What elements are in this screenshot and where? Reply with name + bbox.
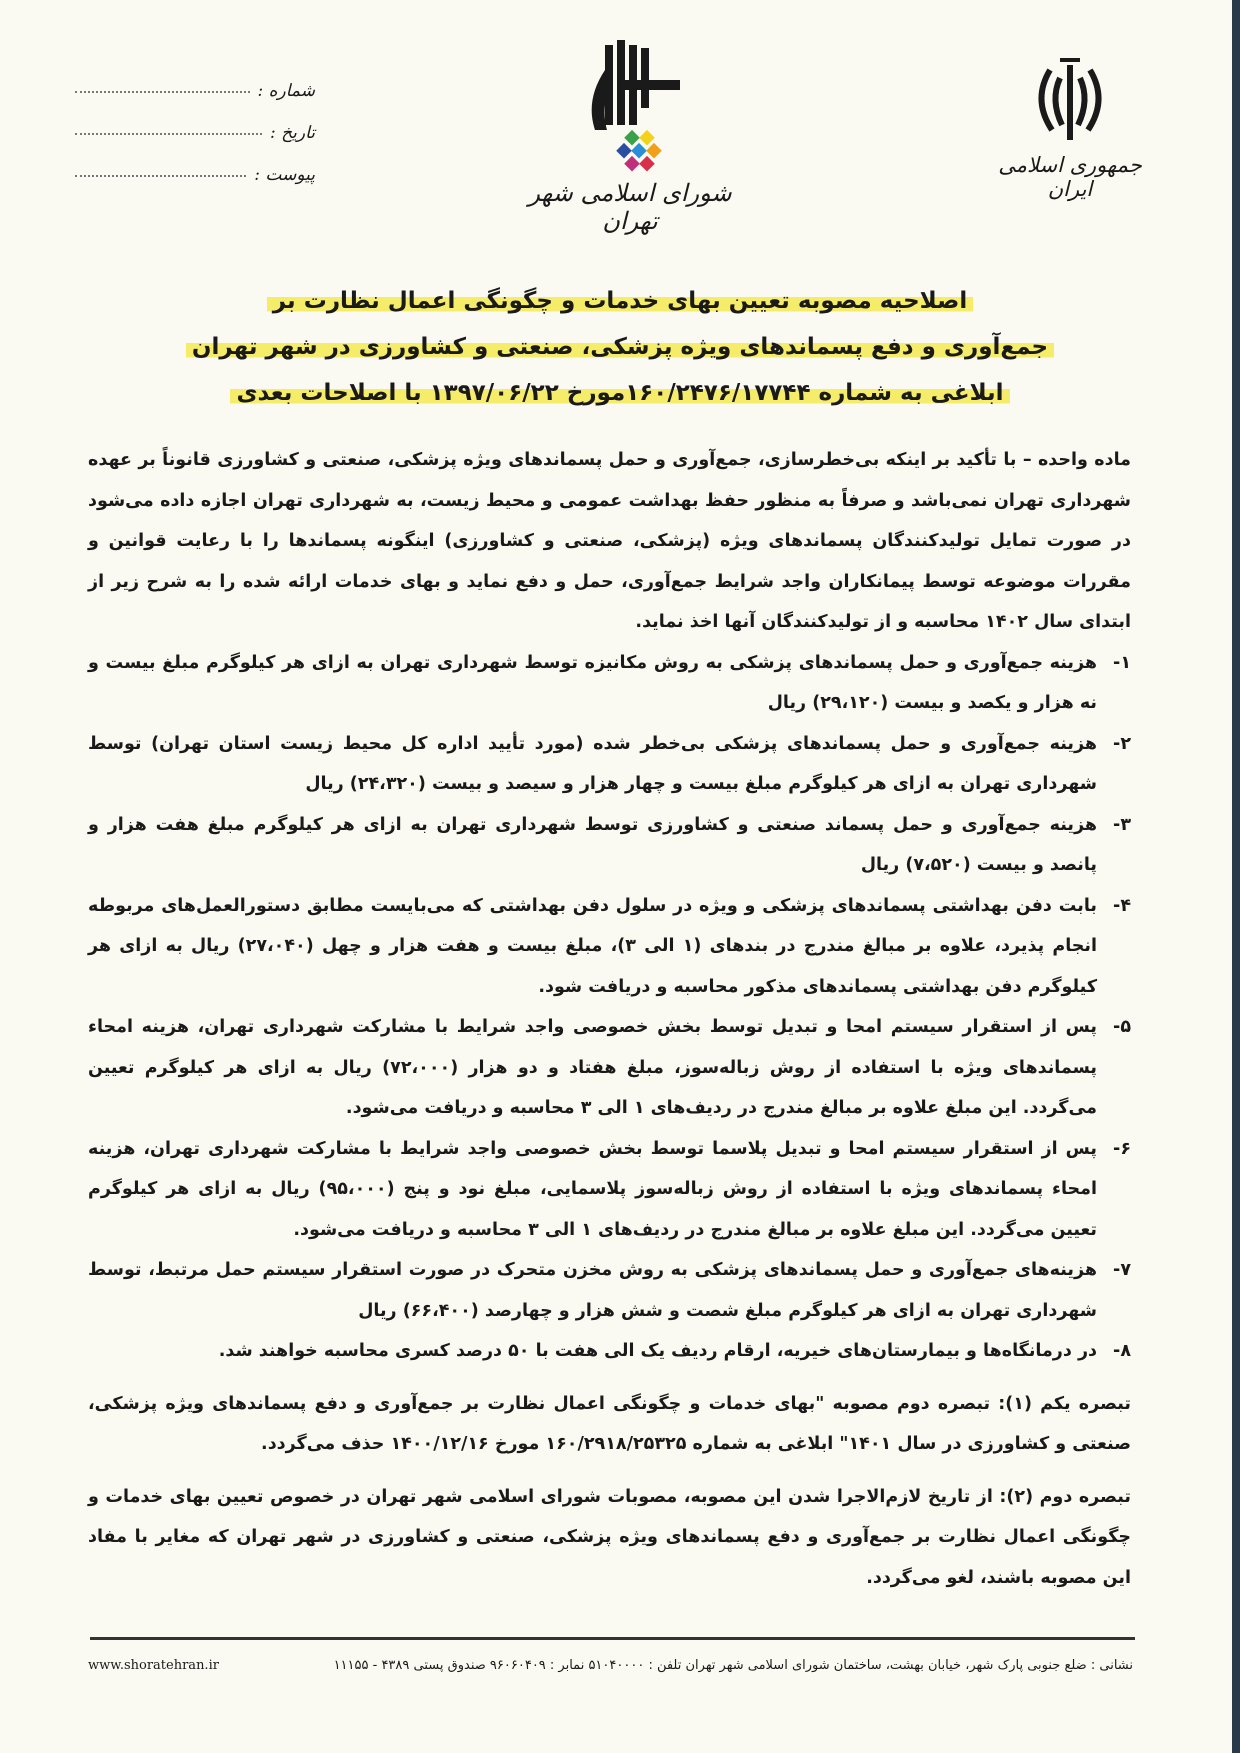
list-item <box>88 1331 1131 1372</box>
list-item <box>88 886 1131 1008</box>
list-item <box>88 1007 1131 1129</box>
meta-label: پیوست : <box>254 165 315 185</box>
item-text: بابت دفن بهداشتی پسماندهای پزشکی و ویژه در سلول دفن بهداشتی که می‌بایست مطابق دستورالعمل‌های مربوطه انجام پذیرد، علاوه بر مبالغ مندرج در بندهای (۱ الی ۳)، مبلغ بیست و هفت هزار و چهل (۲۷،۰۴۰) ریال به ازای هر کیلوگرم دفن بهداشتی پسماندهای مذکور محاسبه و دریافت شود. <box>88 895 1097 997</box>
council-caption: شورای اسلامی شهر تهران <box>528 179 732 235</box>
item-text: پس از استقرار سیستم امحا و تبدیل پلاسما توسط بخش خصوصی واجد شرایط با مشارکت شهرداری تهران، هزینه امحاء پسماندهای ویژه با استفاده از روش زباله‌سوز پلاسمایی، مبلغ نود و پنج (۹۵،۰۰۰) ریال به ازای هر کیلوگرم تعیین می‌گردد. این مبلغ علاوه بر مبالغ مندرج در ردیف‌های ۱ الی ۳ محاسبه و دریافت می‌شود. <box>88 1138 1097 1240</box>
letterhead <box>0 0 1240 250</box>
item-text: پس از استقرار سیستم امحا و تبدیل توسط بخش خصوصی واجد شرایط با مشارکت شهرداری تهران، هزینه امحاء پسماندهای ویژه با استفاده از روش زباله‌سوز، مبلغ هفتاد و دو هزار (۷۲،۰۰۰) ریال به ازای هر کیلوگرم تعیین می‌گردد. این مبلغ علاوه بر مبالغ مندرج در ردیف‌های ۱ الی ۳ محاسبه و دریافت می‌شود. <box>88 1017 1097 1118</box>
item-number: ۵- <box>1113 1017 1131 1037</box>
note-1: تبصره یکم (۱): تبصره دوم مصوبه "بهای خدمات و چگونگی اعمال نظارت بر جمع‌آوری و دفع پسماندهای ویژه پزشکی، صنعتی و کشاورزی در سال ۱۴۰۱" ابلاغی به شماره ۱۶۰/۲۹۱۸/۲۵۳۲۵ مورخ ۱۴۰۰/۱۲/۱۶ حذف می‌گردد. <box>88 1393 1131 1454</box>
list-item <box>88 643 1131 724</box>
intro-label: ماده واحده – <box>1022 450 1131 470</box>
list-item <box>88 1250 1131 1331</box>
meta-attachment <box>75 154 315 196</box>
item-text: هزینه جمع‌آوری و حمل پسماندهای پزشکی به روش مکانیزه توسط شهرداری تهران به ازای هر کیلوگرم مبلغ بیست و نه هزار و یکصد و بیست (۲۹،۱۲۰) ریال <box>88 652 1097 713</box>
item-number: ۱- <box>1113 652 1131 673</box>
emblem-caption: جمهوری اسلامی ایران <box>998 153 1142 201</box>
letter-meta <box>75 70 315 196</box>
item-number: ۲- <box>1113 733 1131 754</box>
footer-address: نشانی : ضلع جنوبی پارک شهر، خیابان بهشت، ساختمان شورای اسلامی شهر تهران تلفن : ۵۱۰۴۰۰۰۰ نمابر : ۹۶۰۶۰۴۰۹ صندوق پستی ۴۳۸۹ - ۱۱۱۵۵ <box>333 1658 1133 1673</box>
title-line: اصلاحیه مصوبه تعیین بهای خدمات و چگونگی اعمال نظارت بر <box>267 288 973 314</box>
council-logo-icon <box>575 40 685 175</box>
item-text: هزینه جمع‌آوری و حمل پسماند صنعتی و کشاورزی توسط شهرداری تهران به ازای هر کیلوگرم مبلغ هفت هزار و پانصد و بیست (۷،۵۲۰) ریال <box>88 814 1097 875</box>
iran-emblem <box>995 50 1145 201</box>
iran-emblem-icon <box>1030 50 1110 145</box>
item-text: هزینه‌های جمع‌آوری و حمل پسماندهای پزشکی به روش مخزن متحرک در صورت استقرار سیستم حمل مرتبط، توسط شهرداری تهران به ازای هر کیلوگرم مبلغ شصت و شش هزار و چهارصد (۶۶،۴۰۰) ریال <box>88 1260 1097 1321</box>
item-text: هزینه جمع‌آوری و حمل پسماندهای پزشکی بی‌خطر شده (مورد تأیید اداره کل محیط زیست استان تهران) توسط شهرداری تهران به ازای هر کیلوگرم مبلغ بیست و چهار هزار و سیصد و بیست (۲۴،۳۲۰) ریال <box>88 733 1097 794</box>
title-line: جمع‌آوری و دفع پسماندهای ویژه پزشکی، صنعتی و کشاورزی در شهر تهران <box>186 334 1054 360</box>
item-number: ۴- <box>1113 895 1131 916</box>
list-item <box>88 805 1131 886</box>
item-number: ۸- <box>1113 1341 1131 1361</box>
scan-edge <box>1232 0 1240 1753</box>
dotted-line <box>75 90 250 93</box>
list-item <box>88 1129 1131 1251</box>
list-item <box>88 724 1131 805</box>
dotted-line <box>75 132 262 135</box>
title-line: ابلاغی به شماره ۱۶۰/۲۴۷۶/۱۷۷۴۴مورخ ۱۳۹۷/۰۶/۲۲ با اصلاحات بعدی <box>230 380 1009 406</box>
item-text: در درمانگاه‌ها و بیمارستان‌های خیریه، ارقام ردیف یک الی هفت با ۵۰ درصد کسری محاسبه خواهند شد. <box>218 1341 1097 1361</box>
footer-divider <box>90 1637 1135 1640</box>
meta-number <box>75 70 315 112</box>
item-number: ۷- <box>1113 1260 1131 1280</box>
meta-date <box>75 112 315 154</box>
intro-text: با تأکید بر اینکه بی‌خطرسازی، جمع‌آوری و حمل پسماندهای ویژه پزشکی، صنعتی و کشاورزی قانوناً بر عهده شهرداری تهران نمی‌باشد و صرفاً به منظور حفظ بهداشت عمومی و محیط زیست، به شهرداری تهران اجازه داده می‌شود در صورت تمایل تولیدکنندگان پسماندهای ویژه (پزشکی، صنعتی و کشاورزی) اینگونه پسماندها را با رعایت قوانین و مقررات موضوعه توسط پیمانکاران واجد شرایط جمع‌آوری، حمل و دفع نماید و بهای خدمات ارائه شده را به شرح زیر از ابتدای سال ۱۴۰۲ محاسبه و از تولیدکنندگان آنها اخذ نماید. <box>88 450 1131 632</box>
footer <box>88 1658 1133 1673</box>
council-logo <box>500 40 760 235</box>
footer-website[interactable]: www.shoratehran.ir <box>88 1658 219 1673</box>
item-number: ۶- <box>1113 1138 1131 1159</box>
dotted-line <box>75 174 246 177</box>
document-title <box>100 278 1140 416</box>
document-body <box>88 440 1131 1598</box>
intro-paragraph <box>88 440 1131 643</box>
meta-label: تاریخ : <box>270 123 315 143</box>
meta-label: شماره : <box>257 81 315 101</box>
item-number: ۳- <box>1113 814 1131 835</box>
note-2: تبصره دوم (۲): از تاریخ لازم‌الاجرا شدن این مصوبه، مصوبات شورای اسلامی شهر تهران در خصوص تعیین بهای خدمات و چگونگی اعمال نظارت بر جمع‌آوری و دفع پسماندهای ویژه پزشکی، صنعتی و کشاورزی در شهر تهران که مغایر با مفاد این مصوبه باشند، لغو می‌گردد. <box>88 1486 1132 1588</box>
